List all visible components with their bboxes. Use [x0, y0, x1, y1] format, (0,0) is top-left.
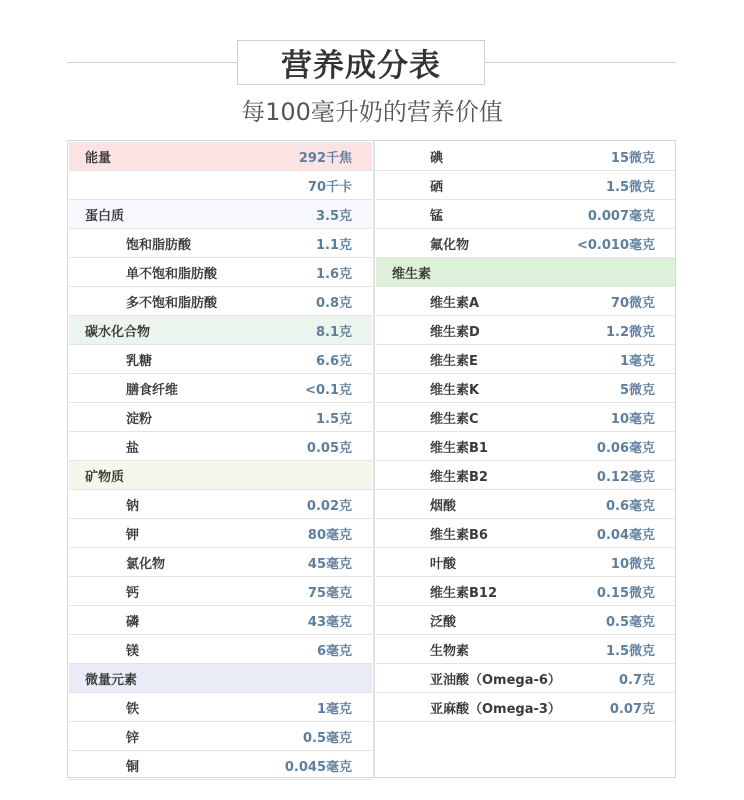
nutrient-name: 维生素K — [430, 382, 480, 398]
right-nutrient-row — [376, 606, 675, 635]
left-nutrient-row — [69, 461, 372, 490]
nutrient-name: 维生素B1 — [430, 440, 488, 456]
right-nutrient-row — [376, 664, 675, 693]
nutrient-name: 淀粉 — [126, 411, 153, 427]
nutrient-value: 1.2微克 — [605, 324, 655, 340]
nutrient-name: 锌 — [126, 730, 140, 746]
nutrient-name: 乳糖 — [126, 353, 153, 369]
nutrient-name: 亚麻酸（Omega-3） — [430, 701, 561, 717]
title-rule-left — [67, 62, 237, 63]
nutrient-value: 0.05克 — [306, 440, 352, 456]
nutrient-name: 烟酸 — [430, 498, 457, 514]
nutrient-name: 碳水化合物 — [85, 324, 151, 340]
nutrient-name: 维生素B2 — [430, 469, 488, 485]
title-rule-right — [485, 62, 676, 63]
right-nutrient-row — [376, 461, 675, 490]
left-nutrient-row — [69, 287, 372, 316]
left-nutrient-row — [69, 258, 372, 287]
left-column — [69, 142, 372, 780]
nutrient-name: 维生素B6 — [430, 527, 488, 543]
left-nutrient-row — [69, 229, 372, 258]
nutrient-name: 蛋白质 — [85, 208, 125, 224]
nutrient-value: 0.8克 — [315, 295, 352, 311]
nutrient-name: 镁 — [126, 643, 140, 659]
nutrient-value: 75毫克 — [307, 585, 352, 601]
right-nutrient-row — [376, 229, 675, 258]
nutrient-name: 微量元素 — [85, 672, 138, 688]
nutrient-value: 0.7克 — [618, 672, 655, 688]
left-nutrient-row — [69, 693, 372, 722]
nutrient-value: 0.12毫克 — [596, 469, 655, 485]
nutrient-value: 43毫克 — [307, 614, 352, 630]
nutrient-value: 1.1克 — [315, 237, 352, 253]
nutrient-value: 1毫克 — [619, 353, 655, 369]
right-nutrient-row — [376, 374, 675, 403]
nutrient-value: 3.5克 — [315, 208, 352, 224]
left-nutrient-row — [69, 142, 372, 171]
nutrient-name: 钙 — [126, 585, 140, 601]
left-nutrient-row — [69, 606, 372, 635]
right-nutrient-row — [376, 171, 675, 200]
nutrient-name: 饱和脂肪酸 — [126, 237, 192, 253]
nutrient-name: 亚油酸（Omega-6） — [430, 672, 561, 688]
nutrient-name: 生物素 — [430, 643, 470, 659]
right-nutrient-row — [376, 316, 675, 345]
nutrient-name: 钾 — [126, 527, 140, 543]
nutrient-name: 氯化物 — [126, 556, 166, 572]
right-nutrient-row — [376, 635, 675, 664]
nutrient-value: 0.6毫克 — [605, 498, 655, 514]
nutrient-name: 盐 — [126, 440, 140, 456]
left-nutrient-row — [69, 432, 372, 461]
left-nutrient-row — [69, 316, 372, 345]
nutrient-name: 钠 — [126, 498, 140, 514]
nutrient-value: 45毫克 — [307, 556, 352, 572]
left-nutrient-row — [69, 635, 372, 664]
left-nutrient-row — [69, 664, 372, 693]
nutrient-value: 6毫克 — [316, 643, 352, 659]
nutrient-value: 0.007毫克 — [587, 208, 655, 224]
nutrition-table — [67, 140, 676, 778]
nutrient-value: 0.045毫克 — [284, 759, 352, 775]
nutrient-value: 70千卡 — [307, 179, 352, 195]
nutrient-value: 8.1克 — [315, 324, 352, 340]
column-divider — [373, 141, 375, 777]
nutrient-name: 铁 — [126, 701, 140, 717]
nutrient-value: <0.010毫克 — [576, 237, 655, 253]
nutrient-value: 10毫克 — [610, 411, 655, 427]
page-subtitle: 每100毫升奶的营养价值 — [241, 98, 503, 126]
nutrient-value: 15微克 — [610, 150, 655, 166]
nutrient-name: 多不饱和脂肪酸 — [126, 295, 218, 311]
right-nutrient-row — [376, 200, 675, 229]
nutrient-value: 1.5微克 — [605, 179, 655, 195]
right-nutrient-row — [376, 403, 675, 432]
nutrient-value: 0.5毫克 — [302, 730, 352, 746]
nutrient-value: 1.6克 — [315, 266, 352, 282]
nutrient-name: 磷 — [126, 614, 140, 630]
nutrient-value: 1毫克 — [316, 701, 352, 717]
nutrient-value: 292千焦 — [298, 150, 352, 166]
nutrient-value: 0.06毫克 — [596, 440, 655, 456]
nutrient-value: 6.6克 — [315, 353, 352, 369]
nutrient-value: 0.02克 — [306, 498, 352, 514]
right-nutrient-row — [376, 548, 675, 577]
nutrient-name: 维生素E — [430, 353, 478, 369]
right-nutrient-row — [376, 693, 675, 722]
nutrient-value: 80毫克 — [307, 527, 352, 543]
left-nutrient-row — [69, 374, 372, 403]
nutrient-value: 70微克 — [610, 295, 655, 311]
nutrient-name: 铜 — [126, 759, 140, 775]
nutrient-name: 锰 — [430, 208, 444, 224]
nutrient-name: 单不饱和脂肪酸 — [126, 266, 218, 282]
left-nutrient-row — [69, 577, 372, 606]
right-nutrient-row — [376, 142, 675, 171]
nutrient-value: 0.5毫克 — [605, 614, 655, 630]
nutrient-name: 维生素 — [392, 266, 432, 282]
nutrient-name: 氟化物 — [430, 237, 470, 253]
right-nutrient-row — [376, 432, 675, 461]
nutrient-name: 膳食纤维 — [126, 382, 179, 398]
nutrient-value: 5微克 — [619, 382, 655, 398]
right-nutrient-row — [376, 258, 675, 287]
nutrient-value: 0.04毫克 — [596, 527, 655, 543]
nutrient-value: 10微克 — [610, 556, 655, 572]
right-nutrient-row — [376, 577, 675, 606]
left-nutrient-row — [69, 548, 372, 577]
nutrient-value: 1.5克 — [315, 411, 352, 427]
left-nutrient-row — [69, 345, 372, 374]
nutrient-value: 0.07克 — [609, 701, 655, 717]
nutrient-name: 维生素B12 — [430, 585, 497, 601]
left-nutrient-row — [69, 490, 372, 519]
right-nutrient-row — [376, 287, 675, 316]
nutrient-name: 叶酸 — [430, 556, 457, 572]
right-nutrient-row — [376, 345, 675, 374]
right-column — [376, 142, 675, 722]
right-nutrient-row — [376, 490, 675, 519]
nutrient-name: 维生素D — [430, 324, 480, 340]
page-title: 营养成分表 — [237, 40, 485, 85]
left-nutrient-row — [69, 403, 372, 432]
nutrient-name: 矿物质 — [85, 469, 125, 485]
left-nutrient-row — [69, 200, 372, 229]
left-nutrient-row — [69, 171, 372, 200]
nutrient-name: 碘 — [430, 150, 444, 166]
left-nutrient-row — [69, 519, 372, 548]
left-nutrient-row — [69, 751, 372, 780]
nutrient-name: 泛酸 — [430, 614, 457, 630]
nutrient-name: 能量 — [85, 150, 112, 166]
left-nutrient-row — [69, 722, 372, 751]
nutrient-value: 1.5微克 — [605, 643, 655, 659]
nutrient-value: 0.15微克 — [596, 585, 655, 601]
nutrient-name: 硒 — [430, 179, 444, 195]
nutrient-name: 维生素A — [430, 295, 480, 311]
nutrient-name: 维生素C — [430, 411, 479, 427]
nutrient-value: <0.1克 — [305, 382, 352, 398]
right-nutrient-row — [376, 519, 675, 548]
